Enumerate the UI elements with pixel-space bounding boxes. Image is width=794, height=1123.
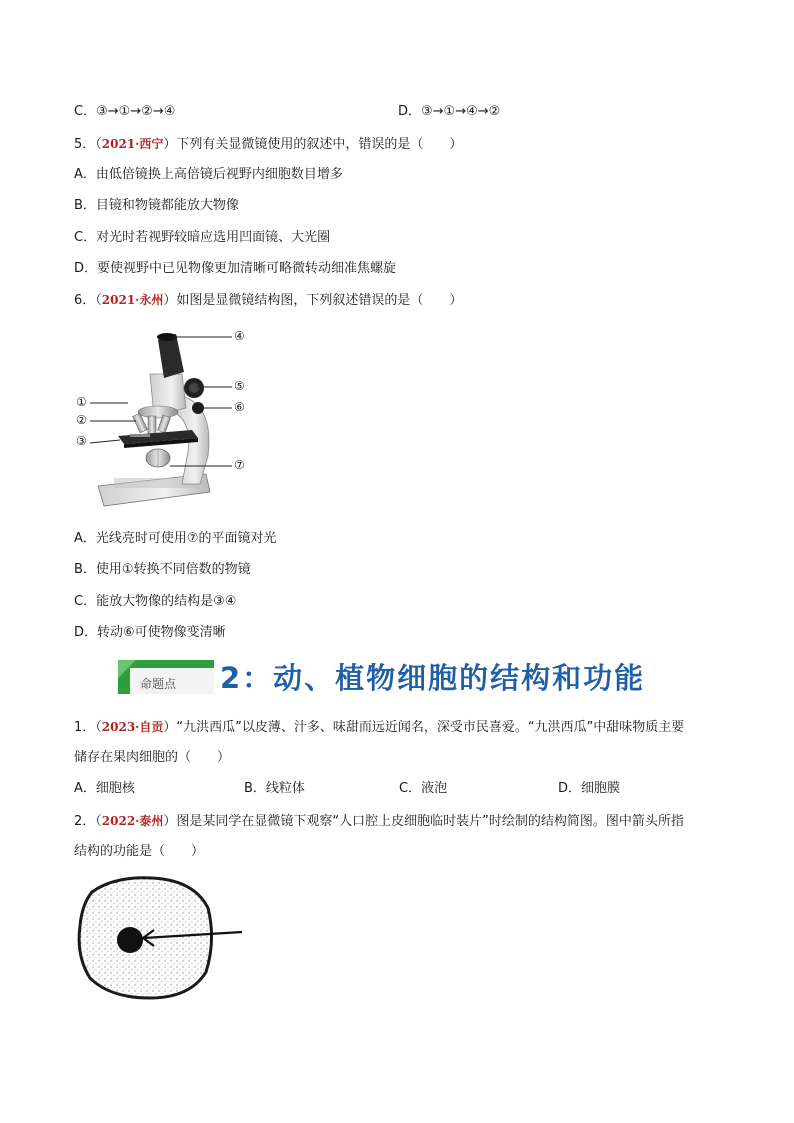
q5-stem-text: ）下列有关显微镜使用的叙述中，错误的是（ ） <box>163 137 463 152</box>
q5-option-b: B．目镜和物镜都能放大物像 <box>74 198 239 213</box>
callout-line-3 <box>90 440 120 443</box>
s2q1-stem <box>74 718 684 737</box>
q5-number: 5．（ <box>74 137 102 152</box>
s2q1-option-d: D．细胞膜 <box>558 781 621 796</box>
q6-stem-text: ）如图是显微镜结构图，下列叙述错误的是（ ） <box>163 293 463 308</box>
q5-stem <box>74 135 462 154</box>
s2q1-option-c: C．液泡 <box>399 781 448 796</box>
q6-option-d: D．转动⑥可使物像变清晰 <box>74 625 226 640</box>
label-6: ⑥ <box>234 400 245 414</box>
q4-option-d: D．③→①→④→② <box>398 104 501 119</box>
label-2: ② <box>76 413 87 427</box>
s2q2-stem <box>74 812 684 831</box>
section-badge <box>118 660 214 694</box>
label-5: ⑤ <box>234 379 245 393</box>
section-badge-label: 命题点 <box>140 677 177 691</box>
s2q1-option-b: B．线粒体 <box>244 781 305 796</box>
s2q1-options <box>74 780 734 798</box>
cell-figure <box>74 870 254 1004</box>
s2q1-number: 1．（ <box>74 720 102 735</box>
label-7: ⑦ <box>234 458 245 472</box>
s2q1-stem-line2: 储存在果肉细胞的（ ） <box>74 750 231 765</box>
section-title: 2：动、植物细胞的结构和功能 <box>220 661 646 695</box>
q4-option-c: C．③→①→②→④ <box>74 104 176 119</box>
label-4: ④ <box>234 329 245 343</box>
q6-option-b: B．使用①转换不同倍数的物镜 <box>74 562 251 577</box>
q5-option-d: D．要使视野中已见物像更加清晰可略微转动细准焦螺旋 <box>74 261 397 276</box>
q6-number: 6．（ <box>74 293 102 308</box>
label-1: ① <box>76 395 87 409</box>
cell-nucleus <box>117 927 143 953</box>
q5-source: 2021·西宁 <box>101 137 164 151</box>
s2q2-source: 2022·泰州 <box>101 814 164 828</box>
q6-source: 2021·永州 <box>101 293 164 307</box>
q6-option-a: A．光线亮时可使用⑦的平面镜对光 <box>74 531 277 546</box>
s2q2-stem-line2: 结构的功能是（ ） <box>74 844 205 859</box>
s2q1-stem-text: ）“九洪西瓜”以皮薄、汁多、味甜而远近闻名，深受市民喜爱。“九洪西瓜”中甜味物质主要 <box>163 720 685 735</box>
s2q1-option-a: A．细胞核 <box>74 781 135 796</box>
s2q2-stem-text: ）图是某同学在显微镜下观察“人口腔上皮细胞临时装片”时绘制的结构简图。图中箭头所指 <box>163 814 684 829</box>
q6-option-c: C．能放大物像的结构是③④ <box>74 594 237 609</box>
label-3: ③ <box>76 434 87 448</box>
q5-option-c: C．对光时若视野较暗应选用凹面镜、大光圈 <box>74 230 331 245</box>
s2q2-number: 2．（ <box>74 814 102 829</box>
s2q1-source: 2023·自贡 <box>101 720 164 734</box>
q6-stem <box>74 291 462 310</box>
q5-option-a: A．由低倍镜换上高倍镜后视野内细胞数目增多 <box>74 167 343 182</box>
